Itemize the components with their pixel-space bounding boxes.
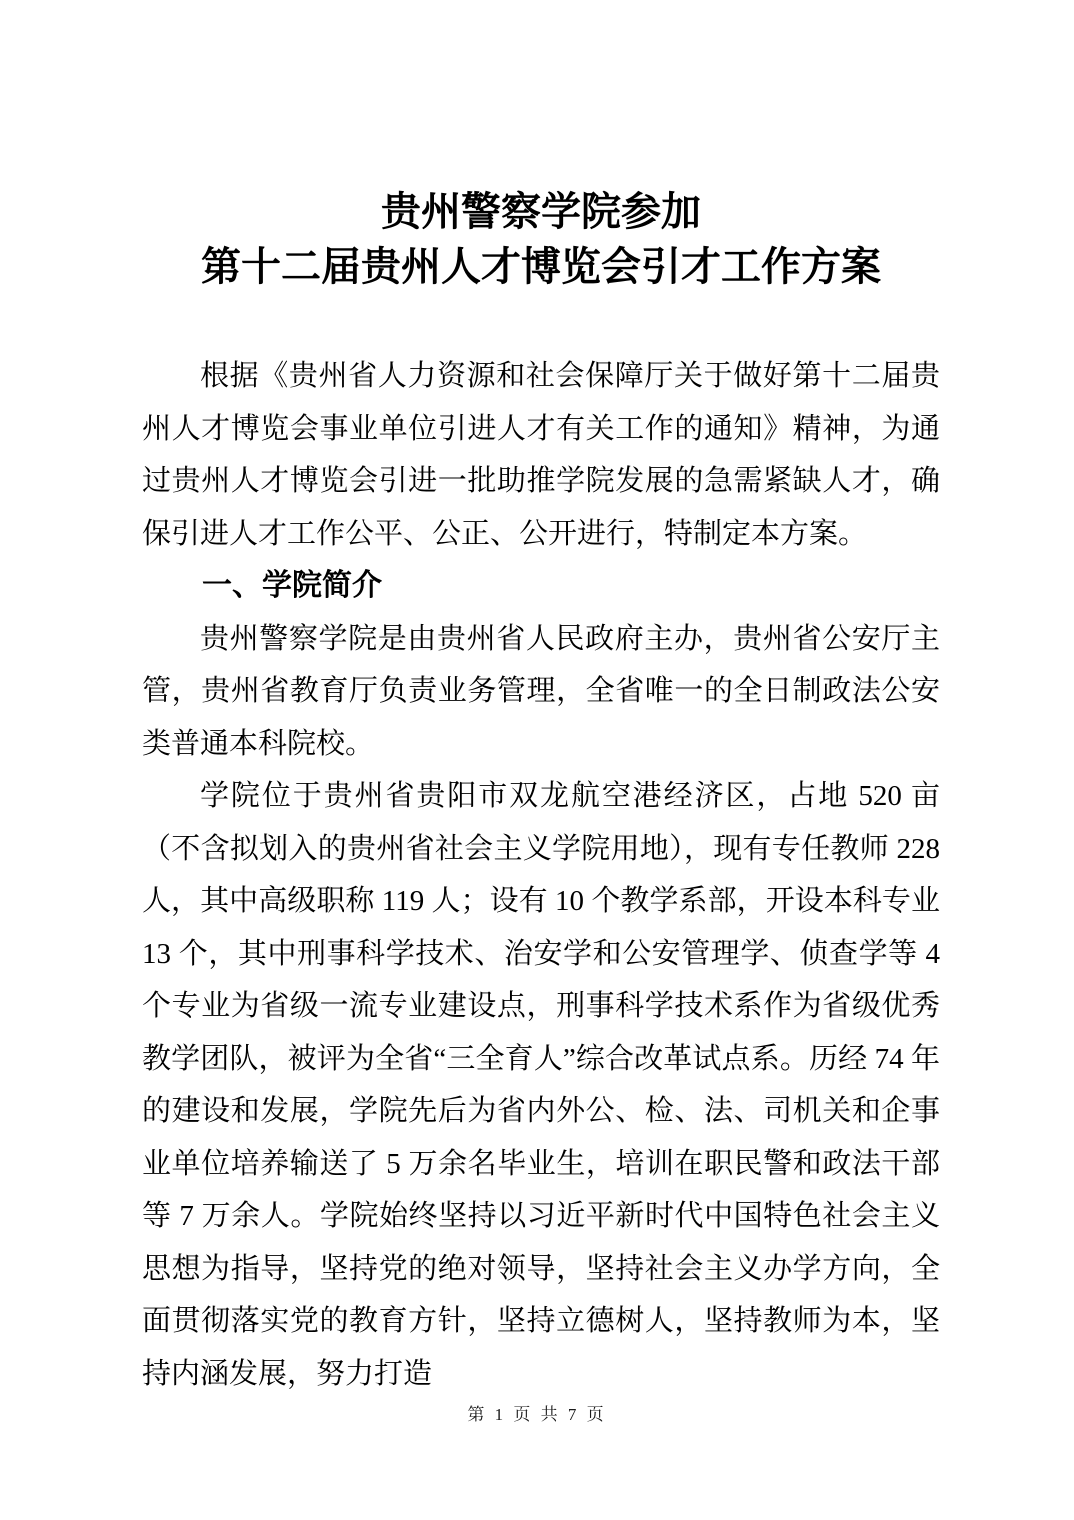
title-line-2: 第十二届贵州人才博览会引才工作方案 [201, 244, 881, 289]
section-1-paragraph-1: 贵州警察学院是由贵州省人民政府主办，贵州省公安厅主管，贵州省教育厅负责业务管理，全省唯一的全日制政法公安类普通本科院校。 [142, 622, 940, 760]
section-1-paragraph-2: 学院位于贵州省贵阳市双龙航空港经济区，占地 520 亩（不含拟划入的贵州省社会主义学院用地），现有专任教师 228 人，其中高级职称 119 人；设有 10 个教学系部，开设本科专业 13 个，其中刑事科学技术、治安学和公安管理学、侦查学等 4 个专业为省级一流专业建设点，刑事科学技术系作为省级优秀教学团队，被评为全省“三全育人”综合改革试点系。历经 74 年的建设和发展，学院先后为省内外公、检、法、司机关和企事业单位培养输送了 5 万余名毕业生，培训在职民警和政法干部等 7 万余人。学院始终坚持以习近平新时代中国特色社会主义思想为指导，坚持党的绝对领导，坚持社会主义办学方向，全面贯彻落实党的教育方针，坚持立德树人，坚持教师为本，坚持内涵发展，努力打造 [142, 780, 940, 1390]
intro-paragraph: 根据《贵州省人力资源和社会保障厅关于做好第十二届贵州人才博览会事业单位引进人才有关工作的通知》精神，为通过贵州人才博览会引进一批助推学院发展的急需紧缺人才，确保引进人才工作公平、公正、公开进行，特制定本方案。 [142, 360, 940, 550]
document-content [142, 0, 940, 1400]
page-number-label: 第 1 页 共 7 页 [467, 1405, 607, 1424]
page-footer [0, 1400, 1074, 1425]
document-title [142, 0, 940, 294]
title-line-1: 贵州警察学院参加 [381, 189, 701, 234]
section-1-heading: 一、学院简介 [202, 569, 382, 602]
